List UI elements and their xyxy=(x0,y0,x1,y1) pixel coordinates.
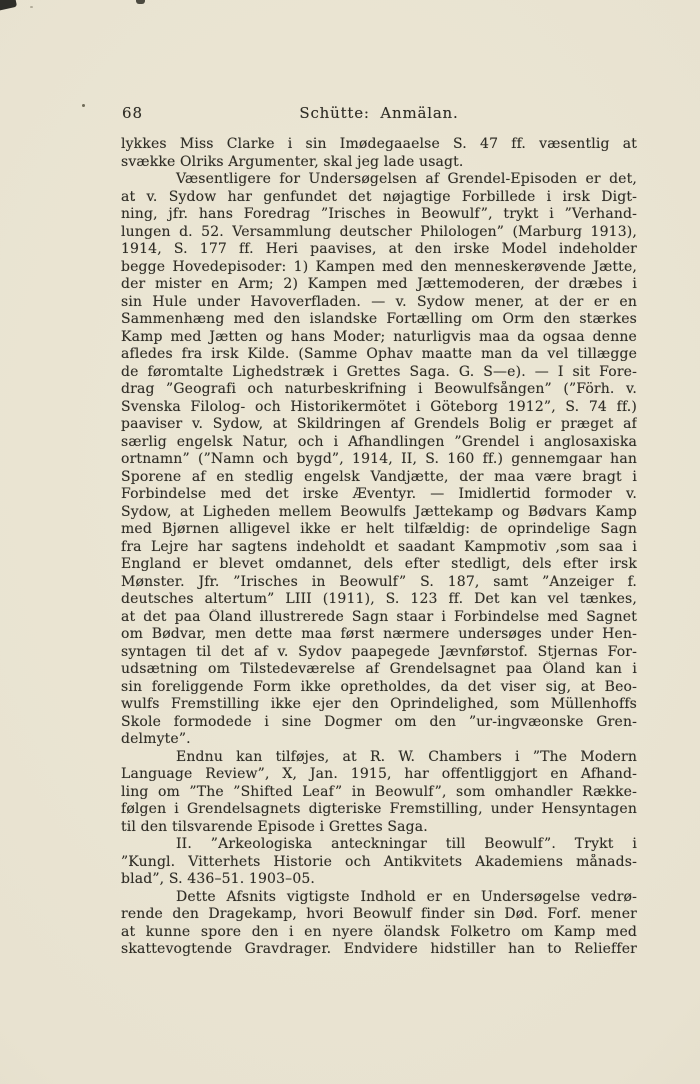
text-line: fra Lejre har sagtens indeholdt et saadant Kampmotiv ,som saa i xyxy=(121,538,637,555)
text-line: om Bødvar, men dette maa først nærmere undersøges under Hen- xyxy=(121,626,637,642)
text-line: med Bjørnen alligevel ikke er helt tilfældig: de oprindelige Sagn xyxy=(121,521,637,537)
text-line: deutsches altertum” LIII (1911), S. 123 ff. Det kan vel tænkes, xyxy=(121,591,637,607)
text-line: at kunne spore den i en nyere ölandsk Folketro om Kamp med xyxy=(121,923,637,940)
text-line: ortnamn” (”Namn och bygd”, 1914, II, S. 160 ff.) gennemgaar han xyxy=(121,451,637,467)
paper-speck xyxy=(136,0,145,4)
text-line: Væsentligere for Undersøgelsen af Grendel-Episoden er det, xyxy=(176,171,637,187)
text-line: Endnu kan tilføjes, at R. W. Chambers i ”The Modern xyxy=(176,748,637,765)
text-line: følgen i Grendelsagnets digteriske Fremstilling, under Hensyntagen xyxy=(121,801,637,817)
page-header xyxy=(121,104,637,123)
text-line: de føromtalte Lighedstræk i Grettes Saga. G. S—e). — I sit Fore- xyxy=(121,363,637,380)
text-line: II. ”Arkeologiska anteckningar till Beowulf”. Trykt i xyxy=(176,836,637,852)
text-line: syntagen til det af v. Sydov paapegede Jævnførstof. Stjernas For- xyxy=(121,643,637,660)
text-line: 1914, S. 177 ff. Heri paavises, at den irske Model indeholder xyxy=(121,241,637,257)
text-line: lungen d. 52. Versammlung deutscher Philologen” (Marburg 1913), xyxy=(121,223,637,240)
text-column xyxy=(121,104,637,959)
running-title: Schütte: Anmälan. xyxy=(299,104,459,122)
text-line: lykkes Miss Clarke i sin Imødegaaelse S. 47 ff. væsentlig at xyxy=(121,136,637,152)
text-line: skattevogtende Gravdrager. Endvidere hidstiller han to Relieffer xyxy=(121,941,637,957)
text-line: Sydow, at Ligheden mellem Beowulfs Jættekamp og Bødvars Kamp xyxy=(121,503,637,520)
text-line: Mønster. Jfr. ”Irisches in Beowulf” S. 187, samt ”Anzeiger f. xyxy=(121,573,637,590)
text-line: England er blevet omdannet, dels efter stedligt, dels efter irsk xyxy=(121,556,637,572)
text-line: Sammenhæng med den islandske Fortælling om Orm den stærkes xyxy=(121,311,637,327)
text-line: paaviser v. Sydow, at Skildringen af Grendels Bolig er præget af xyxy=(121,416,637,432)
text-line: Sporene af en stedlig engelsk Vandjætte, der maa være bragt i xyxy=(121,468,637,485)
text-line: Svenska Filolog- och Historikermötet i Göteborg 1912”, S. 74 ff.) xyxy=(121,398,637,415)
text-line: Dette Afsnits vigtigste Indhold er en Undersøgelse vedrø- xyxy=(176,888,637,905)
text-line: drag ”Geografi och naturbeskrifning i Beowulfsången” (”Förh. v. xyxy=(121,381,637,397)
paper-speck xyxy=(30,6,33,8)
text-line: at v. Sydow har genfundet det nøjagtige Forbillede i irsk Digt- xyxy=(121,188,637,205)
text-line: Kamp med Jætten og hans Moder; naturligvis maa da ogsaa denne xyxy=(121,328,637,345)
text-block xyxy=(121,136,637,959)
text-line: sin Hule under Havoverfladen. — v. Sydow mener, at der er en xyxy=(121,293,637,310)
text-line: ling om ”The ”Shifted Leaf” in Beowulf”, som omhandler Række- xyxy=(121,783,637,800)
text-line: sin foreliggende Form ikke opretholdes, da det viser sig, at Beo- xyxy=(121,678,637,695)
text-line: Skole formodede i sine Dogmer om den ”ur-ingvæonske Gren- xyxy=(121,713,637,730)
text-line: Language Review”, X, Jan. 1915, har offentliggjort en Afhand- xyxy=(121,766,637,782)
text-line: ”Kungl. Vitterhets Historie och Antikvitets Akademiens månads- xyxy=(121,853,637,870)
text-line: svække Olriks Argumenter, skal jeg lade usagt. xyxy=(121,153,464,170)
text-line: særlig engelsk Natur, och i Afhandlingen ”Grendel i anglosaxiska xyxy=(121,433,637,450)
text-line: at det paa Öland illustrerede Sagn staar i Forbindelse med Sagnet xyxy=(121,608,637,625)
text-line: til den tilsvarende Episode i Grettes Saga. xyxy=(121,818,428,835)
text-line: wulfs Fremstilling ikke ejer den Oprindelighed, som Müllenhoffs xyxy=(121,696,637,712)
text-line: ning, jfr. hans Foredrag ”Irisches in Beowulf”, trykt i ”Verhand- xyxy=(121,206,637,222)
scan-edge-mark xyxy=(0,0,17,11)
text-line: udsætning om Tilstedeværelse af Grendelsagnet paa Öland kan i xyxy=(121,661,637,677)
text-line: delmyte”. xyxy=(121,731,191,747)
text-line: rende den Dragekamp, hvori Beowulf finder sin Død. Forf. mener xyxy=(121,906,637,922)
text-line: der mister en Arm; 2) Kampen med Jættemoderen, der dræbes i xyxy=(121,276,637,292)
text-line: Forbindelse med det irske Æventyr. — Imidlertid formoder v. xyxy=(121,486,637,502)
page-number: 68 xyxy=(122,104,144,122)
text-line: begge Hovedepisoder: 1) Kampen med den menneskerøvende Jætte, xyxy=(121,258,637,275)
text-line: blad”, S. 436–51. 1903–05. xyxy=(121,871,316,887)
text-line: afledes fra irsk Kilde. (Samme Ophav maatte man da vel tillægge xyxy=(121,346,637,362)
paper-speck xyxy=(82,104,85,107)
